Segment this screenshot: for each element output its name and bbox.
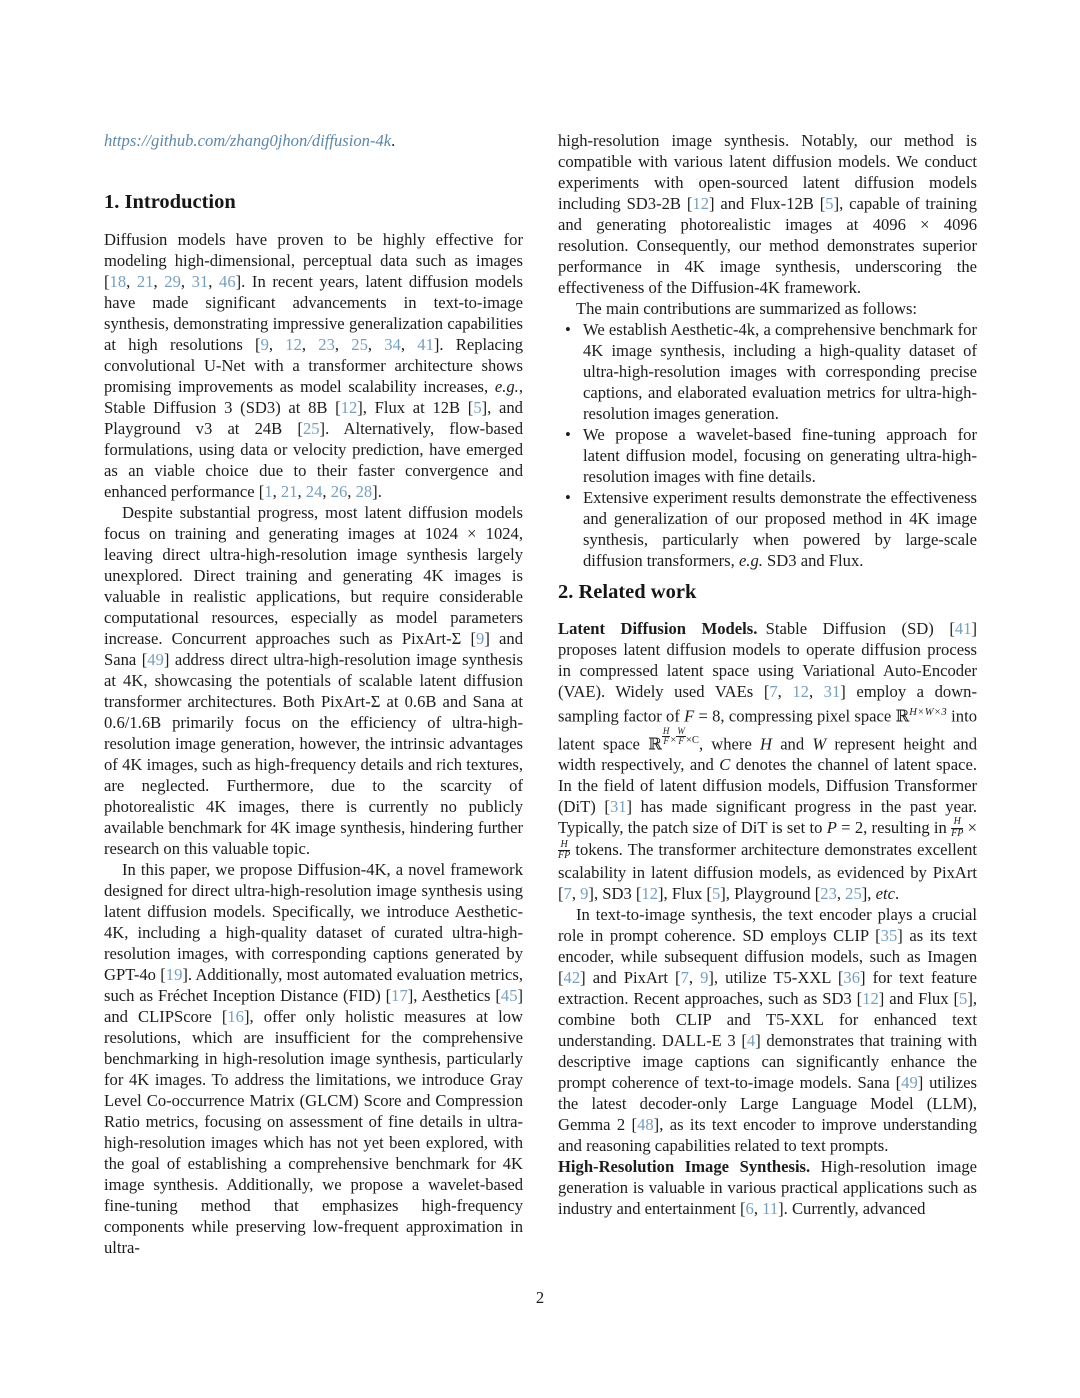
citation-link[interactable]: 18	[109, 272, 127, 291]
citation-link[interactable]: 31	[609, 796, 627, 816]
citation-link[interactable]: 23	[820, 883, 837, 903]
github-repo-link[interactable]: https://github.com/zhang0jhon/diffusion-4k	[104, 131, 392, 150]
citation-link[interactable]: 9	[476, 629, 485, 648]
citation-link[interactable]: 19	[165, 965, 183, 984]
citation-link[interactable]: 7	[563, 883, 572, 903]
repo-link-line	[104, 130, 523, 151]
citation-link[interactable]: 7	[680, 967, 689, 987]
citation-link[interactable]: 49	[901, 1072, 918, 1092]
section-heading-related-work: 2. Related work	[558, 581, 697, 603]
citation-link[interactable]: 31	[191, 272, 209, 291]
citation-link[interactable]: 23	[318, 335, 335, 354]
section-heading-introduction: 1. Introduction	[104, 191, 236, 213]
citation-link[interactable]: 9	[580, 883, 589, 903]
citation-link[interactable]: 24	[305, 482, 323, 501]
citation-link[interactable]: 5	[825, 194, 834, 213]
contribution-item-3: • Extensive experiment results demonstrate the effectiveness and generalization of our proposed method in 4K image synthesis, particularly when powered by large-scale diffusion transformers, e.g. SD3 and Flux.	[558, 487, 977, 571]
citation-link[interactable]: 42	[563, 967, 581, 987]
page-number: 2	[535, 1288, 545, 1307]
repo-link-period: .	[391, 131, 396, 150]
citation-link[interactable]: 34	[384, 335, 401, 354]
citation-link[interactable]: 46	[219, 272, 236, 291]
citation-link[interactable]: 12	[340, 398, 358, 417]
related-text-encoder-paragraph: In text-to-image synthesis, the text encoder plays a crucial role in prompt coherence. SD employs CLIP [35] as its text encoder, while subsequent diffusion models, such as Imagen [42] and PixArt [7, 9], utilize T5-XXL [36] for text feature extraction. Recent approaches, such as SD3 [12] and Flux [5], combine both CLIP and T5-XXL for enhanced text understanding. DALL-E 3 [4] demonstrates that training with descriptive image captions can significantly enhance the prompt coherence of text-to-image models. Sana [49] utilizes the latest decoder-only Large Language Model (LLM), Gemma 2 [48], as its text encoder to improve understanding and reasoning capabilities related to text prompts.	[558, 904, 978, 1155]
citation-link[interactable]: 5	[473, 398, 482, 417]
related-latent-diffusion-paragraph: Latent Diffusion Models. Stable Diffusion (SD) [41] proposes latent diffusion models to operate diffusion process in compressed latent space using Variational Auto-Encoder (VAE). Widely used VAEs [7, 12, 31] employ a down-sampling factor of F = 8, compressing pixel space ℝ$^{H\times W\times 3}$ into latent space ℝ $\frac{H}{F}$ × $\frac{W}{F}$ $^{\times C}$, where H and W represent height and width respectively, and C denotes the channel of latent space. In the field of latent diffusion models, Diffusion Transformer (DiT) [31] has made significant progress in the past year. Typically, the patch size of DiT is set to P = 2, resulting in $\frac{H}{FP}$ × $\frac{H}{FP}$ tokens. The transformer architecture demonstrates excellent scalability in latent diffusion models, as evidenced by PixArt [7, 9], SD3 [12], Flux [5], Playground [23, 25], etc.	[558, 619, 978, 903]
citation-link[interactable]: 12	[862, 988, 879, 1008]
right-column	[558, 130, 977, 1219]
related-high-resolution-paragraph: High-Resolution Image Synthesis. High-resolution image generation is valuable in various practical applications such as industry and entertainment [6, 11]. Currently, advanced	[558, 1156, 977, 1218]
citation-link[interactable]: 17	[391, 986, 408, 1005]
contribution-item-2: • We propose a wavelet-based fine-tuning approach for latent diffusion model, focusing on generating ultra-high-resolution images with fine details.	[558, 424, 977, 487]
citation-link[interactable]: 7	[769, 682, 778, 701]
citation-link[interactable]: 41	[417, 335, 434, 354]
citation-link[interactable]: 41	[954, 619, 972, 638]
citation-link[interactable]: 12	[692, 194, 709, 213]
citation-link[interactable]: 6	[745, 1198, 754, 1218]
citation-link[interactable]: 4	[746, 1030, 756, 1050]
citation-link[interactable]: 25	[302, 419, 320, 438]
citation-link[interactable]: 36	[843, 967, 861, 987]
intro-paragraph-3: In this paper, we propose Diffusion-4K, a novel framework designed for direct ultra-high-resolution image synthesis using latent diffusion models. Specifically, we introduce Aesthetic-4K, including a high-quality dataset of curated ultra-high-resolution images, with corresponding captions generated by GPT-4o [19]. Additionally, most automated evaluation metrics, such as Fréchet Inception Distance (FID) [17], Aesthetics [45] and CLIPScore [16], offer only holistic measures at low resolutions, which are insufficient for the comprehensive benchmarking in high-resolution image synthesis, particularly for 4K images. To address the limitations, we introduce Gray Level Co-occurrence Matrix (GLCM) Score and Compression Ratio metrics, focusing on assessment of fine details in ultra-high-resolution images which has not yet been explored, with the goal of establishing a comprehensive benchmark for 4K image synthesis. Additionally, we propose a wavelet-based fine-tuning method that emphasizes high-frequency components while preserving low-frequent approximation in ultra-	[104, 860, 524, 1257]
contributions-list	[558, 319, 977, 571]
citation-link[interactable]: 12	[641, 883, 659, 903]
contribution-item-1: • We establish Aesthetic-4k, a comprehensive benchmark for 4K image synthesis, including a high-quality dataset of ultra-high-resolution images with corresponding precise captions, and elaborated evaluation metrics for ultra-high-resolution images generation.	[558, 319, 977, 424]
citation-link[interactable]: 29	[164, 272, 181, 291]
citation-link[interactable]: 25	[351, 335, 368, 354]
citation-link[interactable]: 1	[264, 482, 273, 501]
left-column	[104, 130, 523, 1258]
citation-link[interactable]: 9	[260, 335, 269, 354]
citation-link[interactable]: 9	[700, 967, 709, 987]
citation-link[interactable]: 16	[227, 1007, 244, 1026]
citation-link[interactable]: 12	[285, 335, 302, 354]
contributions-lead-sentence: The main contributions are summarized as follows:	[576, 299, 918, 318]
citation-link[interactable]: 45	[500, 986, 518, 1005]
citation-link[interactable]: 49	[147, 650, 164, 669]
intro-paragraph-1: Diffusion models have proven to be highly effective for modeling high-dimensional, perceptual data such as images [18, 21, 29, 31, 46]. In recent years, latent diffusion models have made significant advancements in text-to-image synthesis, demonstrating impressive generalization capabilities at high resolutions [9, 12, 23, 25, 34, 41]. Replacing convolutional U-Net with a transformer architecture shows promising improvements as model scalability increases, e.g., Stable Diffusion 3 (SD3) at 8B [12], Flux at 12B [5], and Playground v3 at 24B [25]. Alternatively, flow-based formulations, using data or velocity prediction, have emerged as an viable choice due to their faster convergence and enhanced performance [1, 21, 24, 26, 28].	[104, 230, 524, 501]
citation-link[interactable]: 5	[711, 883, 721, 903]
citation-link[interactable]: 31	[823, 682, 841, 701]
citation-link[interactable]: 48	[637, 1114, 654, 1134]
citation-link[interactable]: 28	[355, 482, 373, 501]
citation-link[interactable]: 5	[959, 988, 968, 1008]
citation-link[interactable]: 12	[792, 682, 809, 701]
citation-link[interactable]: 11	[762, 1198, 779, 1218]
citation-link[interactable]: 25	[845, 883, 862, 903]
intro-paragraph-2: Despite substantial progress, most latent diffusion models focus on training and generating images at 1024 × 1024, leaving direct ultra-high-resolution image synthesis largely unexplored. Direct training and generating 4K images is valuable in realistic applications, but require considerable computational resources, especially as model parameters increase. Concurrent approaches such as PixArt-Σ [9] and Sana [49] address direct ultra-high-resolution image synthesis at 4K, showcasing the potentials of scalable latent diffusion transformer architectures. Both PixArt-Σ at 0.6B and Sana at 0.6/1.6B primarily focus on the efficiency of ultra-high-resolution image generation, however, the intrinsic advantages of 4K images, such as high-frequency details and rich textures, are neglected. Furthermore, due to the scarcity of photorealistic 4K images, there is currently no publicly available benchmark for 4K image synthesis, hindering further research on this valuable topic.	[104, 503, 524, 858]
citation-link[interactable]: 21	[280, 482, 298, 501]
intro-paragraph-3-continued: high-resolution image synthesis. Notably, our method is compatible with various latent diffusion models. We conduct experiments with open-sourced latent diffusion models including SD3-2B [12] and Flux-12B [5], capable of training and generating photorealistic images at 4096 × 4096 resolution. Consequently, our method demonstrates superior performance in 4K image synthesis, underscoring the effectiveness of the Diffusion-4K framework.	[558, 131, 978, 297]
citation-link[interactable]: 35	[880, 925, 898, 945]
citation-link[interactable]: 21	[136, 272, 154, 291]
citation-link[interactable]: 26	[330, 482, 348, 501]
